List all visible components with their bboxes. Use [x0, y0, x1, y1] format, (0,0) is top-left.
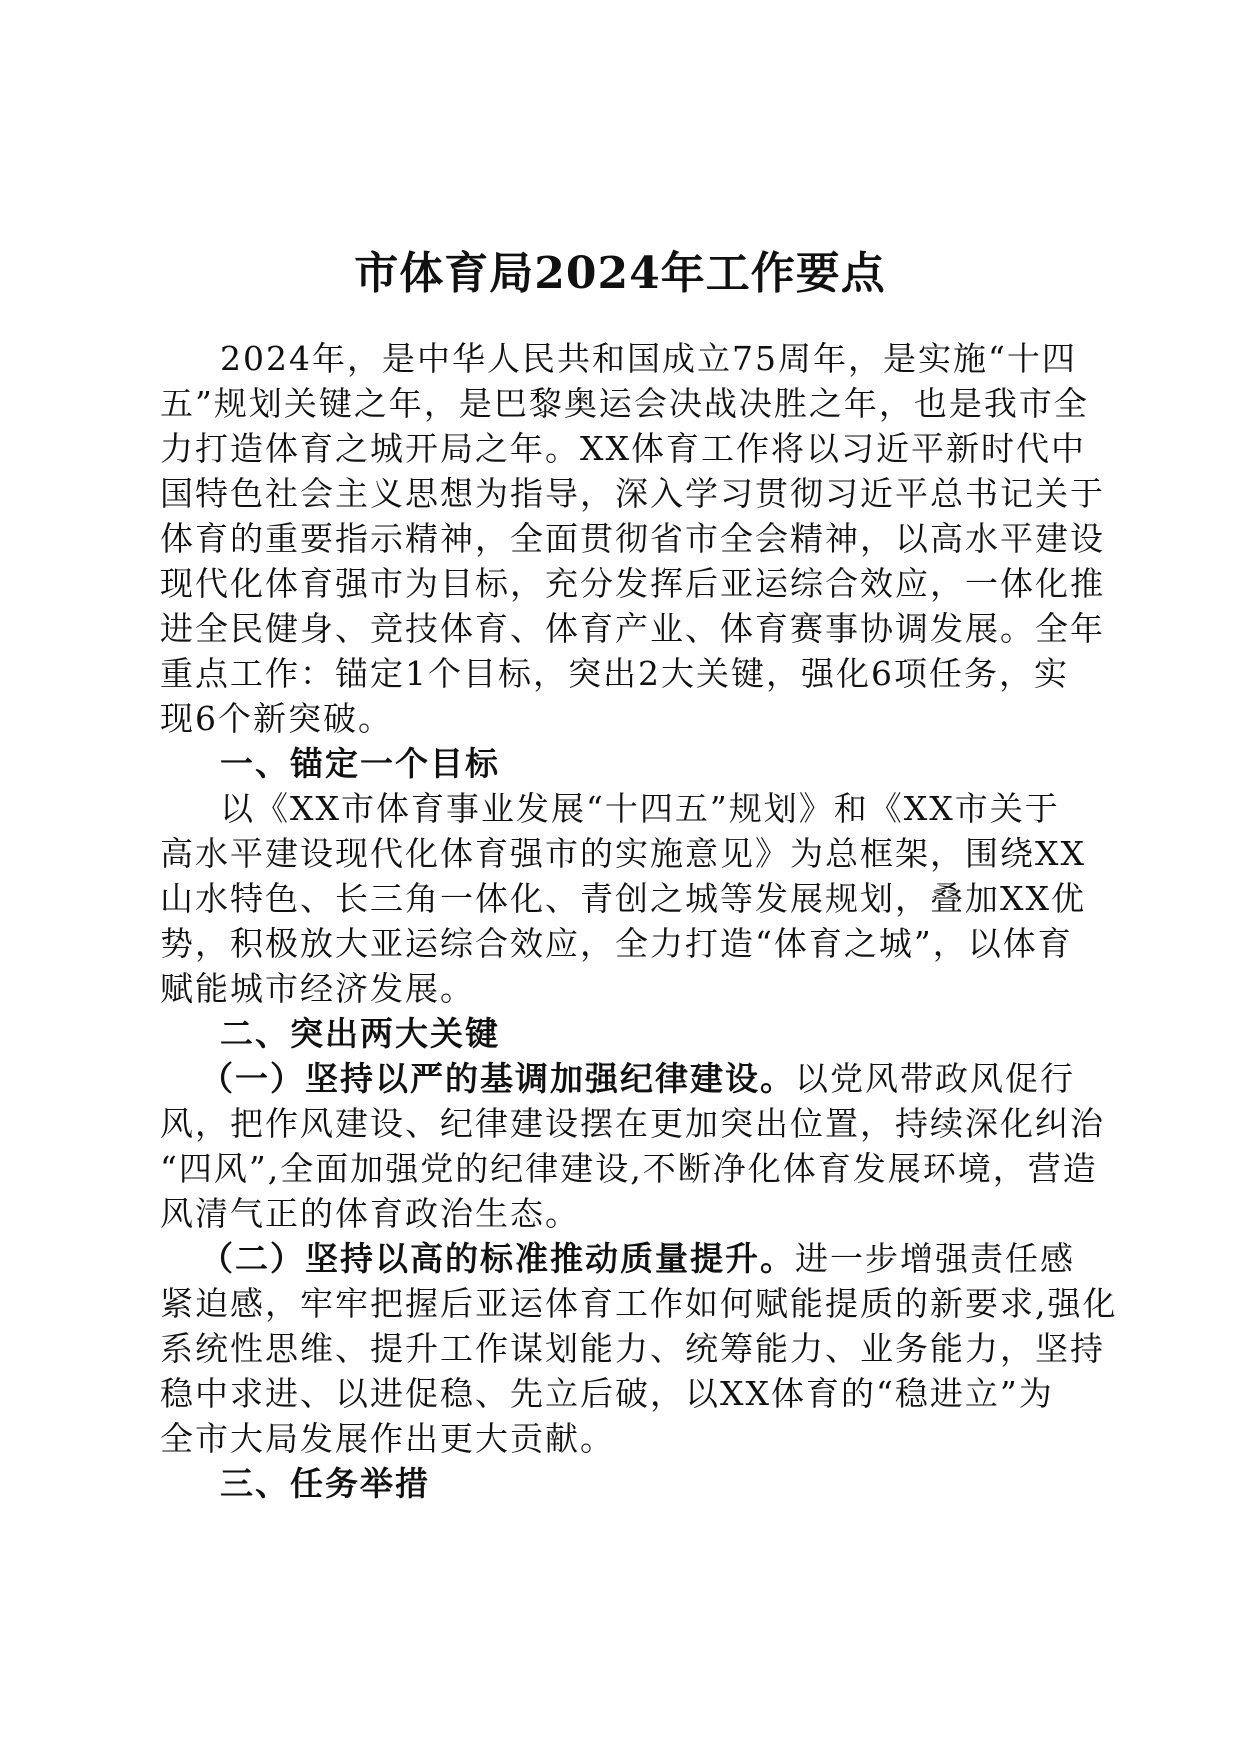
paragraph-line: 风，把作风建设、纪律建设摆在更加突出位置，持续深化纠治: [160, 1104, 1105, 1143]
paragraph-line: 现代化体育强市为目标，充分发挥后亚运综合效应，一体化推: [160, 564, 1105, 603]
paragraph-line: 风清气正的体育政治生态。: [160, 1194, 580, 1233]
subsection-text: 进一步增强责任感: [795, 1239, 1075, 1278]
paragraph-line: 力打造体育之城开局之年。XX体育工作将以习近平新时代中: [160, 429, 1086, 468]
subsection-heading-2: （二）坚持以高的标准推动质量提升。: [200, 1239, 795, 1278]
section-heading-2: 二、突出两大关键: [220, 1014, 500, 1053]
paragraph-line: 赋能城市经济发展。: [160, 969, 475, 1008]
paragraph-line: 国特色社会主义思想为指导，深入学习贯彻习近平总书记关于: [160, 474, 1105, 513]
document-title: 市体育局2024年工作要点: [354, 248, 886, 299]
paragraph-line: 以《XX市体育事业发展“十四五”规划》和《XX市关于: [220, 789, 1060, 828]
section-heading-3: 三、任务举措: [220, 1464, 430, 1503]
paragraph-line: 稳中求进、以进促稳、先立后破，以XX体育的“稳进立”为: [160, 1374, 1054, 1413]
section-heading-1: 一、锚定一个目标: [220, 744, 500, 783]
subsection-line: [200, 1239, 1075, 1278]
paragraph-line: “四风”,全面加强党的纪律建设,不断净化体育发展环境，营造: [160, 1149, 1098, 1188]
paragraph-line: 体育的重要指示精神，全面贯彻省市全会精神，以高水平建设: [160, 519, 1105, 558]
paragraph-line: 势，积极放大亚运综合效应，全力打造“体育之城”，以体育: [160, 924, 1073, 963]
paragraph-line: 全市大局发展作出更大贡献。: [160, 1419, 615, 1458]
subsection-text: 以党风带政风促行: [795, 1059, 1075, 1098]
paragraph-line: 重点工作：锚定1个目标，突出2大关键，强化6项任务，实: [160, 654, 1069, 693]
subsection-heading-1: （一）坚持以严的基调加强纪律建设。: [200, 1059, 795, 1098]
paragraph-line: 紧迫感，牢牢把握后亚运体育工作如何赋能提质的新要求,强化: [160, 1284, 1118, 1323]
paragraph-line: 高水平建设现代化体育强市的实施意见》为总框架，围绕XX: [160, 834, 1086, 873]
paragraph-line: 2024年，是中华人民共和国成立75周年，是实施“十四: [220, 339, 1077, 378]
subsection-line: [200, 1059, 1075, 1098]
paragraph-line: 系统性思维、提升工作谋划能力、统筹能力、业务能力，坚持: [160, 1329, 1105, 1368]
paragraph-line: 山水特色、长三角一体化、青创之城等发展规划，叠加XX优: [160, 879, 1086, 918]
paragraph-line: 五”规划关键之年，是巴黎奥运会决战决胜之年，也是我市全: [160, 384, 1089, 423]
paragraph-line: 现6个新突破。: [160, 699, 393, 738]
paragraph-line: 进全民健身、竞技体育、体育产业、体育赛事协调发展。全年: [160, 609, 1105, 648]
